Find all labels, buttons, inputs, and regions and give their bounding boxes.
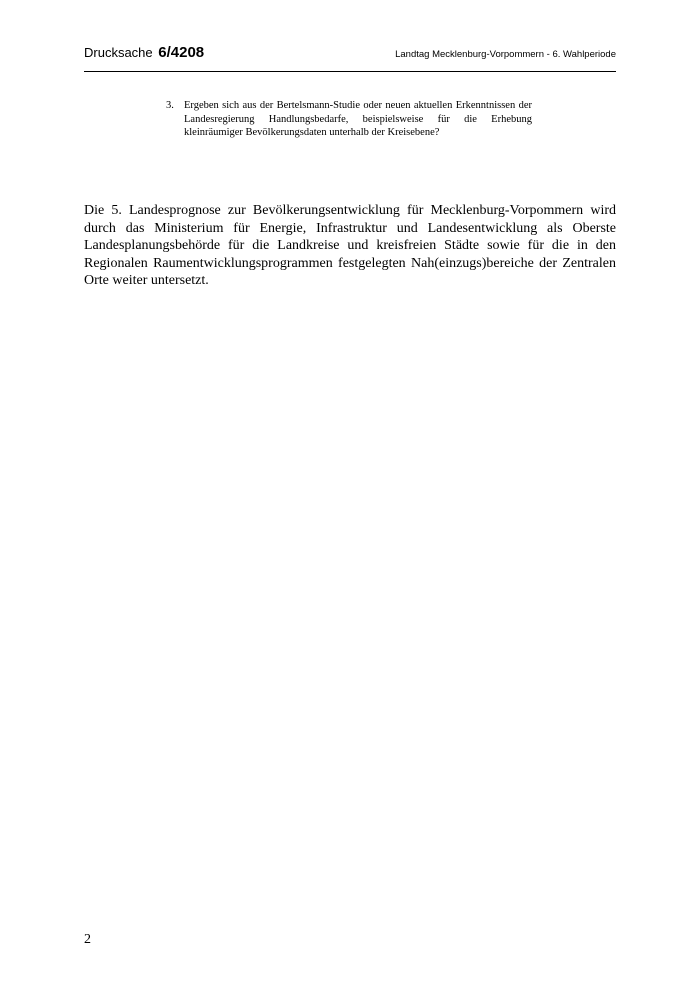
drucksache-reference [84,44,204,61]
answer-paragraph: Die 5. Landesprognose zur Bevölkerungsentwicklung für Mecklenburg-Vorpommern wird durch das Ministerium für Energie, Infrastruktur und Landesentwicklung als Oberste Landesplanungsbehörde für die Landkreise und kreisfreien Städte sowie für die in den Regionalen Raumentwicklungsprogrammen festgelegten Nah(einzugs)bereiche der Zentralen Orte weiter untersetzt. [84,203,616,289]
page-header [84,40,616,70]
institution-label: Landtag Mecklenburg-Vorpommern - 6. Wahlperiode [395,49,616,60]
header-divider [84,71,616,72]
question-item [166,99,532,140]
drucksache-number: 6/4208 [158,44,205,61]
page-number: 2 [84,932,91,947]
question-number: 3. [166,100,174,111]
drucksache-label: Drucksache [84,45,153,60]
question-text: Ergeben sich aus der Bertelsmann-Studie oder neuen aktuellen Erkenntnissen der Landesregierung Handlungsbedarfe, beispielsweise für die Erhebung kleinräumiger Bevölkerungsdaten unterhalb der Kreisebene? [184,100,532,139]
